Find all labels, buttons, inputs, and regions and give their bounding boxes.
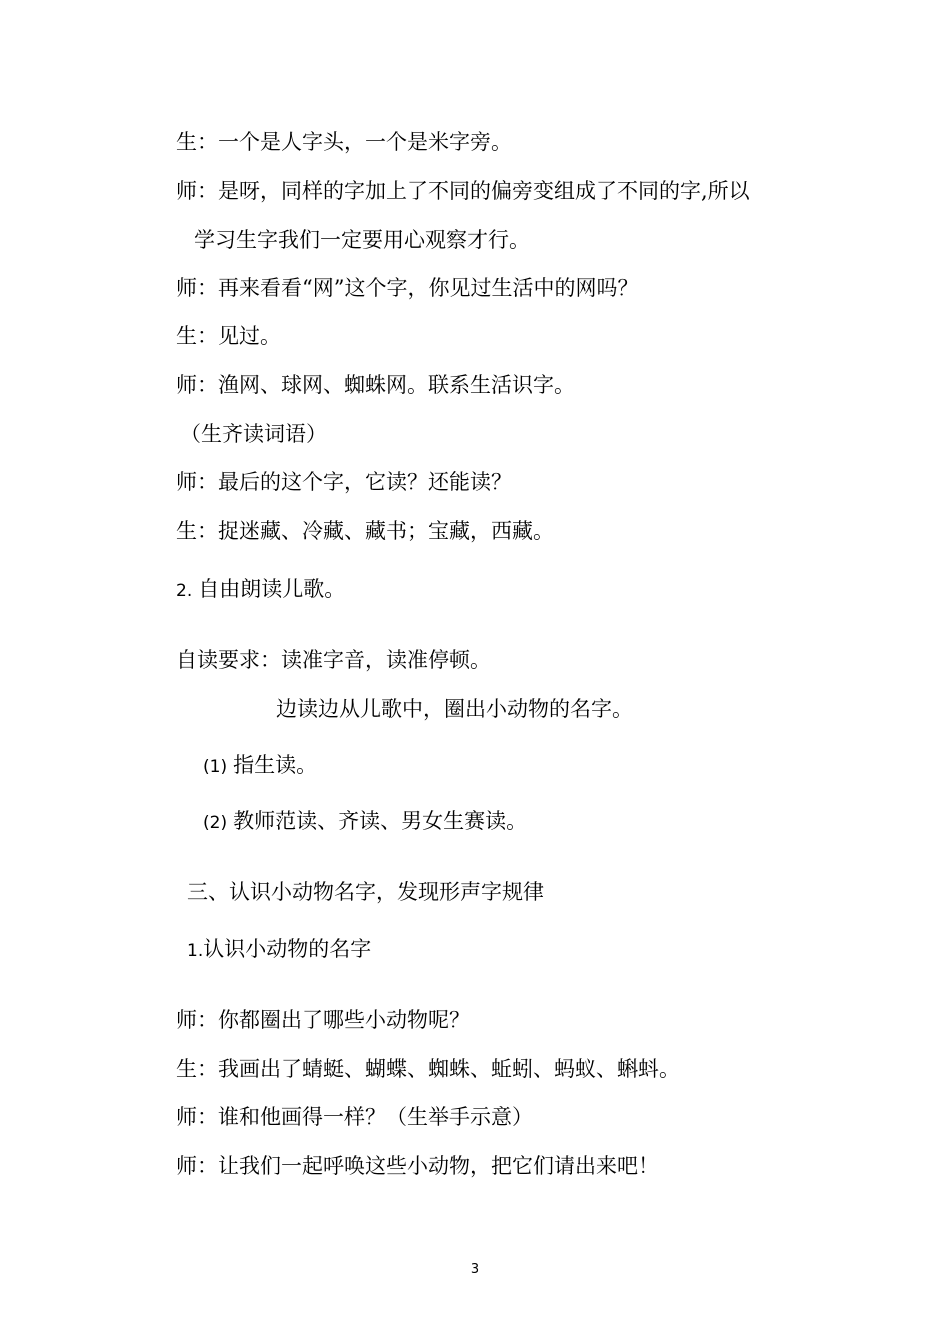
dialogue-line: 生：一个是人字头，一个是米字旁。 [176, 130, 512, 154]
reading-requirement: 自读要求：读准字音，读准停顿。 [176, 648, 491, 672]
reading-requirement-continuation: 边读边从儿歌中，圈出小动物的名字。 [276, 697, 633, 721]
list-item-number: (2) [203, 813, 228, 833]
dialogue-line: 生：捉迷藏、冷藏、藏书；宝藏，西藏。 [176, 519, 554, 543]
list-item: (1) 指生读。 [203, 753, 318, 777]
dialogue-line-continuation: 学习生字我们一定要用心观察才行。 [194, 228, 530, 252]
step-number: 2. [176, 581, 193, 601]
dialogue-line: 师：最后的这个字，它读？还能读？ [176, 470, 512, 494]
subsection-heading: 1.认识小动物的名字 [187, 937, 372, 961]
dialogue-line: 师：你都圈出了哪些小动物呢？ [176, 1008, 470, 1032]
subsection-number: 1. [187, 941, 204, 961]
page-number: 3 [470, 1262, 480, 1277]
stage-direction: （生齐读词语） [180, 422, 327, 446]
list-item-number: (1) [203, 757, 228, 777]
list-item: (2) 教师范读、齐读、男女生赛读。 [203, 809, 528, 833]
section-heading: 三、认识小动物名字，发现形声字规律 [187, 880, 544, 904]
dialogue-line: 师：渔网、球网、蜘蛛网。联系生活识字。 [176, 373, 575, 397]
dialogue-line: 师：是呀，同样的字加上了不同的偏旁变组成了不同的字,所以 [176, 179, 750, 203]
dialogue-line: 生：我画出了蜻蜓、蝴蝶、蜘蛛、蚯蚓、蚂蚁、蝌蚪。 [176, 1057, 680, 1081]
dialogue-line: 师：谁和他画得一样？（生举手示意） [176, 1105, 533, 1129]
dialogue-line: 生：见过。 [176, 324, 281, 348]
step-heading: 2. 自由朗读儿歌。 [176, 577, 346, 601]
dialogue-line: 师：让我们一起呼唤这些小动物，把它们请出来吧！ [176, 1154, 659, 1178]
dialogue-line: 师：再来看看“网”这个字，你见过生活中的网吗？ [176, 276, 639, 300]
